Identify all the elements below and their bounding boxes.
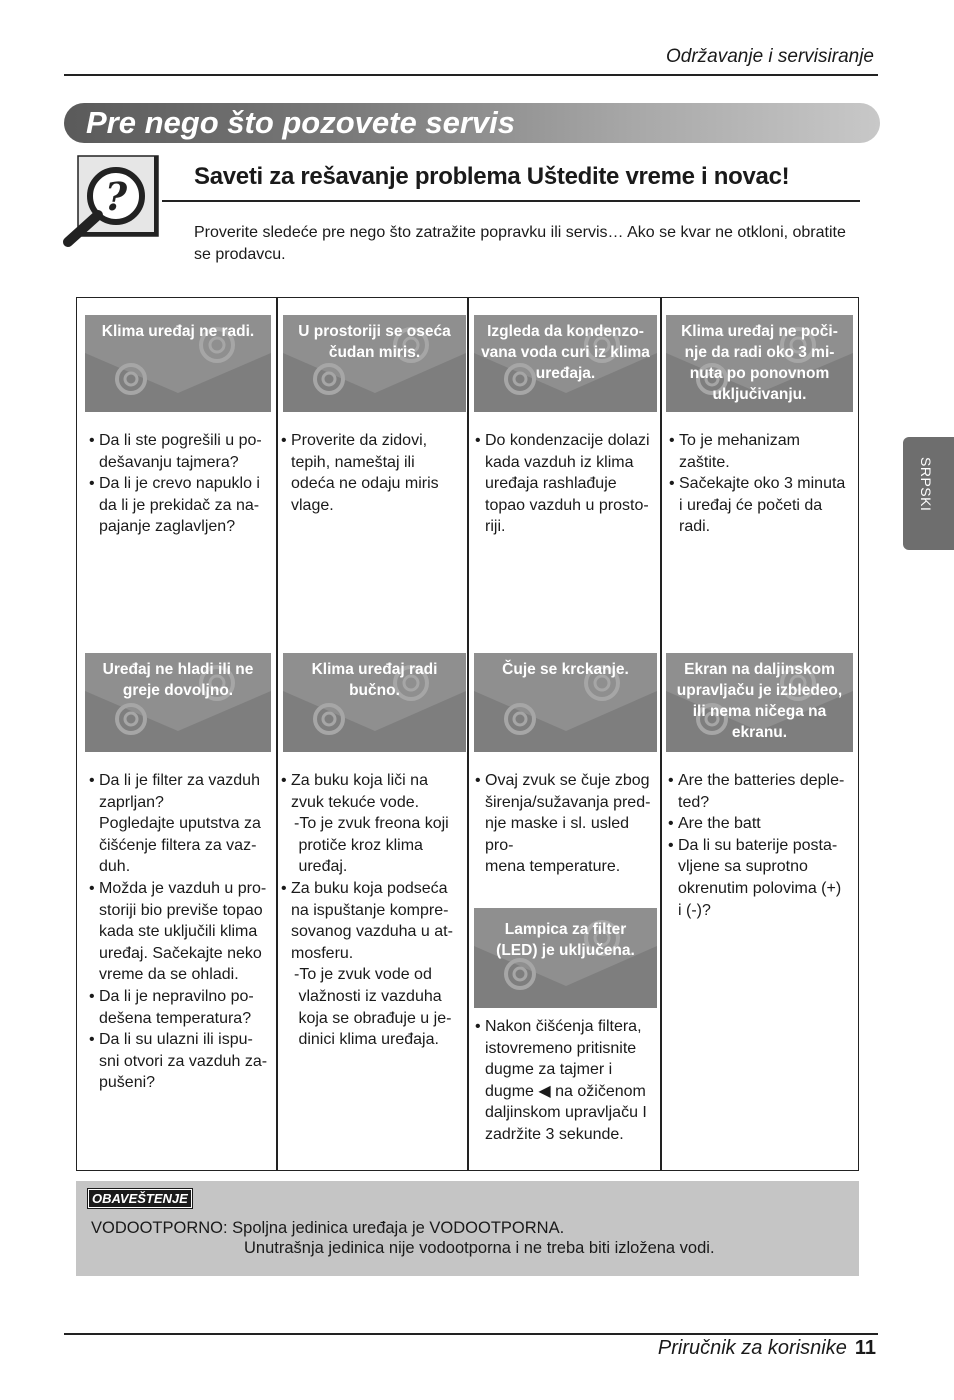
problem-title: Klima uređaj ne radi.	[101, 323, 255, 340]
list-item: • Možda je vazduh u pro- storiji bio previše topao kada ste uključili klima uređaj. Sačekajte neko vreme da se ohladi.	[89, 878, 271, 986]
list-item: • Za buku koja liči na zvuk tekuće vode.	[281, 770, 465, 813]
column-divider	[276, 298, 278, 1170]
list-item: • Da li je nepravilno po- dešena temperatura?	[89, 986, 271, 1029]
solution-list	[475, 430, 657, 538]
page-banner	[64, 103, 880, 143]
page-title: Pre nego što pozovete servis	[86, 105, 515, 140]
list-item: • Proverite da zidovi, tepih, nameštaj ili odeća ne odaju miris vlage.	[281, 430, 465, 516]
section-title: Održavanje i servisiranje	[665, 46, 874, 67]
list-item: • Da li su ulazni ili ispu- sni otvori za vazduh za- pušeni?	[89, 1029, 271, 1094]
list-item: -To je zvuk freona koji protiče kroz klima uređaj.	[294, 815, 449, 876]
list-item: • Za buku koja podseća na ispuštanje kompre- sovanog vazduha u at- mosferu.	[281, 878, 465, 964]
footer	[658, 1337, 876, 1360]
top-divider	[64, 74, 878, 76]
problem-title: Čuje se krckanje.	[502, 661, 629, 678]
solution-list	[475, 1016, 657, 1146]
solution-list	[281, 430, 465, 516]
problem-title: Lampica za filter (LED) je uključena.	[496, 921, 635, 959]
list-item: • Are the batt	[668, 813, 853, 835]
solution-list	[668, 770, 853, 921]
magnifier-question-icon	[60, 152, 164, 248]
problem-header	[85, 315, 271, 412]
problem-header	[474, 653, 657, 752]
list-item: • Sačekajte oko 3 minuta i uređaj će početi da radi.	[669, 473, 853, 538]
problem-header	[666, 653, 853, 752]
heading-divider	[162, 200, 860, 202]
problem-header	[474, 315, 657, 412]
problem-title: Ekran na daljinskom upravljaču je izbledeo, ili nema ničega na ekranu.	[676, 661, 843, 741]
list-item: • Nakon čišćenja filtera, istovremeno pritisnite dugme za tajmer i dugme ◀ na ožičenom daljinskom upravljaču I zadržite 3 sekunde.	[475, 1016, 657, 1146]
column-divider	[660, 298, 662, 1170]
list-item: • Ovaj zvuk se čuje zbog širenja/sužavanja pred- nje maske i sl. usled pro- mena temperature.	[475, 770, 657, 878]
notice-box	[76, 1181, 859, 1276]
notice-badge: OBAVEŠTENJE	[88, 1189, 192, 1208]
column-divider	[467, 298, 469, 1170]
list-item: • Da li je crevo napuklo i da li je prekidač za na- pajanje zaglavljen?	[89, 473, 269, 538]
notice-text: Unutrašnja jedinica nije vodootporna i ne treba biti izložena vodi.	[244, 1239, 715, 1257]
notice-text: VODOOTPORNO: Spoljna jedinica uređaja je VODOOTPORNA.	[91, 1219, 565, 1237]
footer-label: Priručnik za korisnike	[657, 1337, 847, 1359]
language-label: SRPSKI	[918, 457, 934, 512]
list-item: • Da li ste pogrešili u po- dešavanju tajmera?	[89, 430, 269, 473]
solution-list	[669, 430, 853, 538]
intro-text: Proverite sledeće pre nego što zatražite popravku ili servis… Ako se kvar ne otkloni, obratite se prodavcu.	[194, 224, 846, 263]
problem-header	[283, 653, 466, 752]
problem-header	[283, 315, 466, 412]
list-item: • To je mehanizam zaštite.	[669, 430, 853, 473]
language-tab	[903, 437, 954, 550]
list-item: • Da li je filter za vazduh zaprljan? Pogledajte uputstva za čišćenje filtera za vaz- duh.	[89, 770, 271, 878]
problem-title: Klima uređaj radi bučno.	[311, 661, 438, 699]
problem-header	[666, 315, 853, 412]
problem-title: Klima uređaj ne poči- nje da radi oko 3 mi- nuta po ponovnom uključivanju.	[681, 323, 838, 403]
svg-text:?: ?	[104, 174, 128, 219]
problem-title: Izgleda da kondenzo- vana voda curi iz klima uređaja.	[481, 323, 650, 382]
list-item: • Do kondenzacije dolazi kada vazduh iz klima uređaja rashlađuje topao vazduh u prosto- riji.	[475, 430, 657, 538]
troubleshooting-grid	[76, 297, 859, 1171]
page-number: 11	[854, 1337, 876, 1359]
problem-title: U prostoriji se oseća čudan miris.	[298, 323, 451, 361]
solution-list	[281, 770, 465, 1051]
problem-header	[474, 908, 657, 1008]
solution-list	[475, 770, 657, 878]
section-heading: Saveti za rešavanje problema Uštedite vreme i novac!	[194, 163, 790, 190]
problem-title: Uređaj ne hladi ili ne greje dovoljno.	[102, 661, 254, 699]
solution-list	[89, 770, 271, 1094]
solution-list	[89, 430, 269, 538]
problem-header	[85, 653, 271, 752]
list-item: • Are the batteries deple- ted?	[668, 770, 853, 813]
list-item: -To je zvuk vode od vlažnosti iz vazduha koja se obrađuje u je- dinici klima uređaja.	[294, 966, 452, 1049]
list-item: • Da li su baterije posta- vljene sa suprotno okrenutim polovima (+) i (-)?	[668, 835, 853, 921]
bottom-divider	[64, 1333, 878, 1335]
